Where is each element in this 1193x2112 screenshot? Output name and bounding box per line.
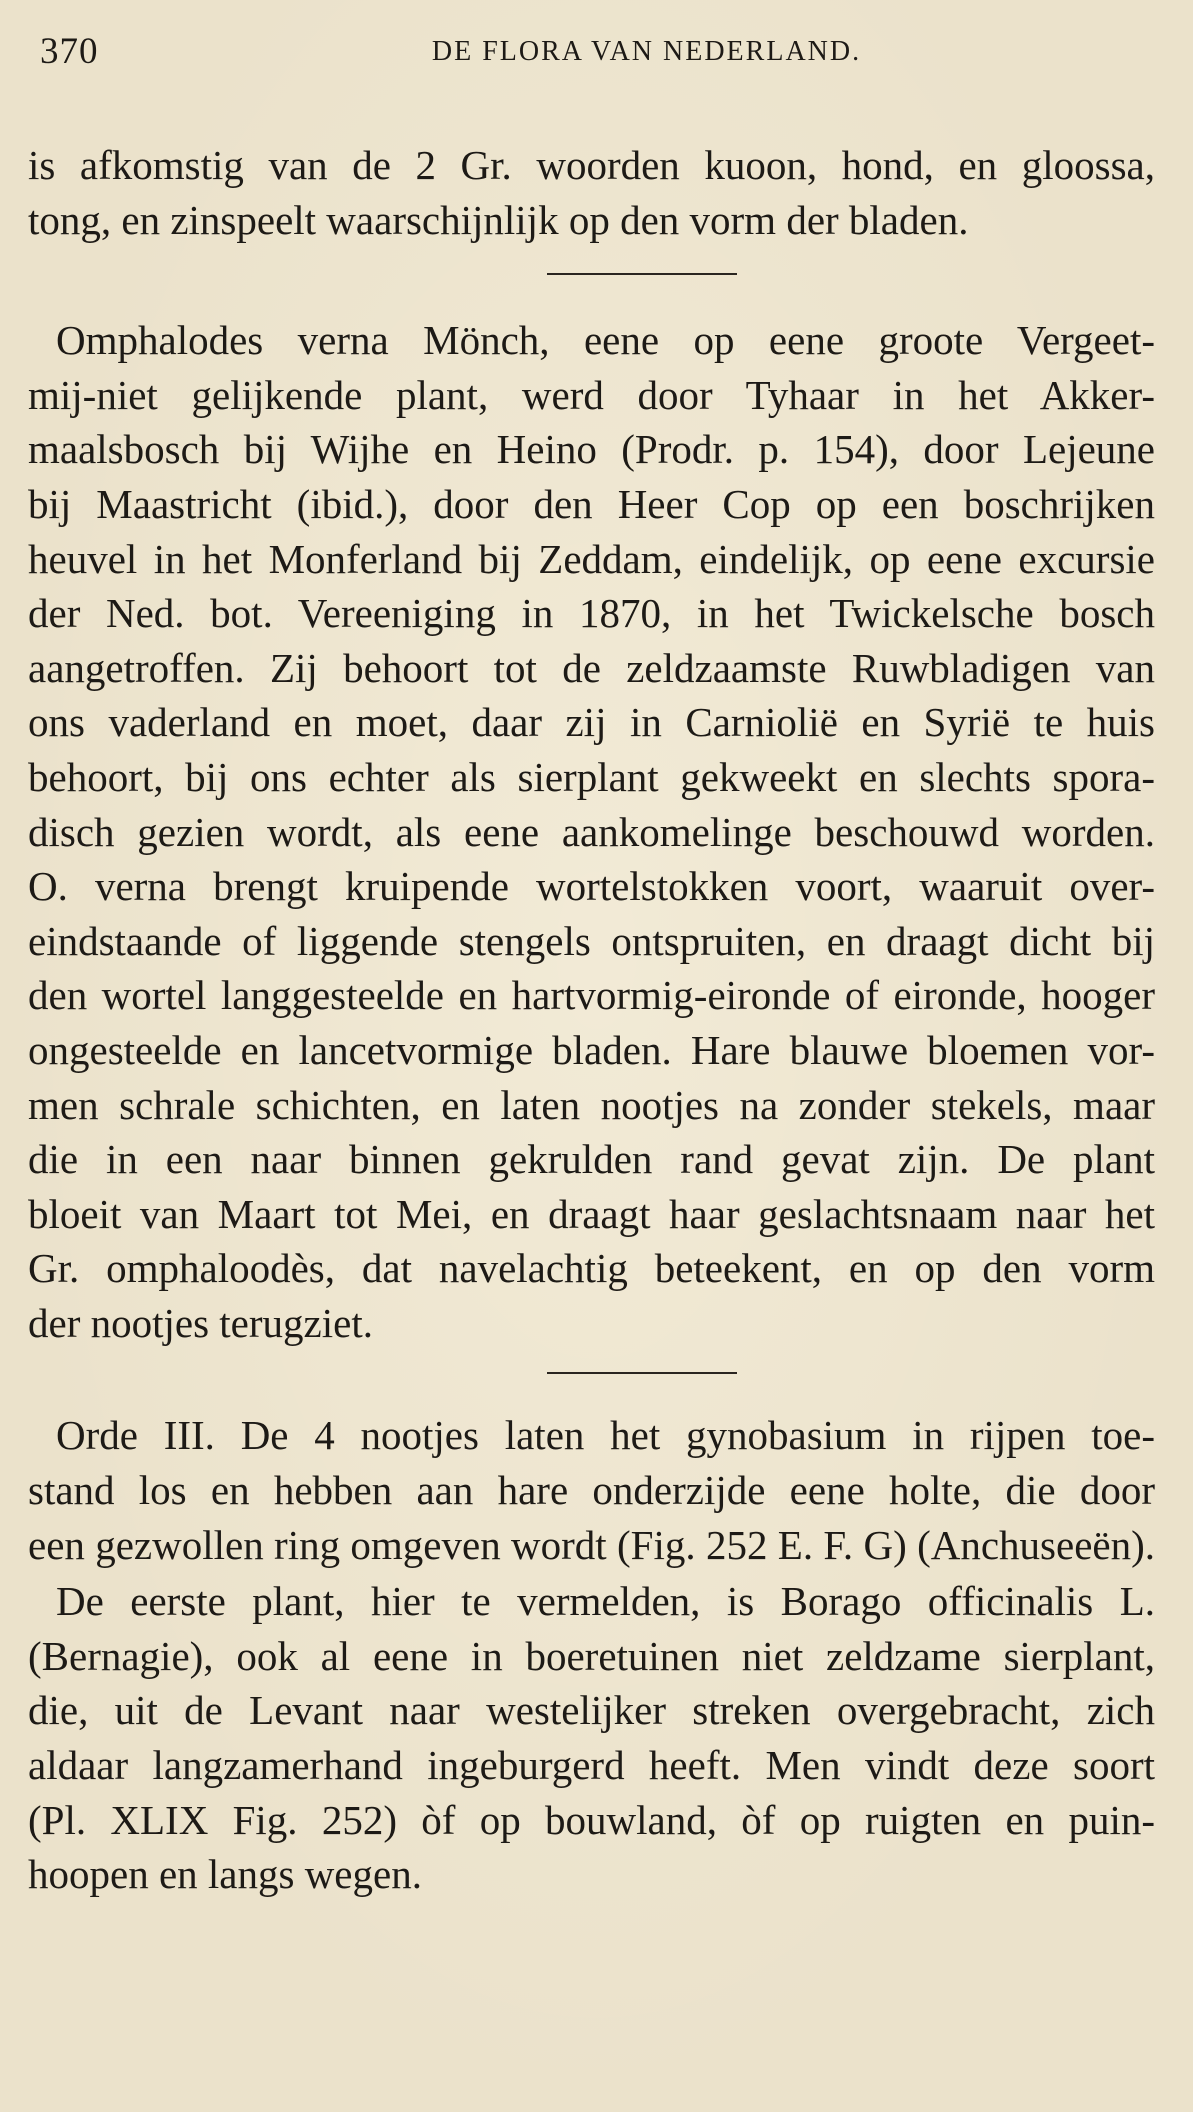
text-line: stand los en hebben aan hare onderzijde eene holte, die door — [28, 1467, 1155, 1514]
text-line: een gezwollen ring omgeven wordt (Fig. 252 E. F. G) (Anchuseeën). — [28, 1521, 1155, 1568]
text-line: De eerste plant, hier te vermelden, is Borago officinalis L. — [56, 1578, 1155, 1625]
text-line: bloeit van Maart tot Mei, en draagt haar geslachtsnaam naar het — [28, 1190, 1155, 1237]
text-line: maalsbosch bij Wijhe en Heino (Prodr. p. 154), door Lejeune — [28, 426, 1155, 473]
text-line: der nootjes terugziet. — [28, 1299, 373, 1346]
text-line: O. verna brengt kruipende wortelstokken voort, waaruit over- — [28, 863, 1155, 910]
text-line: aldaar langzamerhand ingeburgerd heeft. Men vindt deze soort — [28, 1742, 1155, 1789]
text-line: mij-niet gelijkende plant, werd door Tyhaar in het Akker- — [28, 371, 1155, 418]
text-line: der Ned. bot. Vereeniging in 1870, in het Twickelsche bosch — [28, 590, 1155, 637]
text-line: Gr. omphaloodès, dat navelachtig beteekent, en op den vorm — [28, 1245, 1155, 1292]
text-line: men schrale schichten, en laten nootjes na zonder stekels, maar — [28, 1081, 1155, 1128]
paragraph-omphalodes — [28, 313, 1155, 1350]
page-number: 370 — [40, 31, 99, 72]
text-line: heuvel in het Monferland bij Zeddam, eindelijk, op eene excursie — [28, 535, 1155, 582]
text-line: Orde III. De 4 nootjes laten het gynobasium in rijpen toe- — [56, 1412, 1155, 1459]
text-line: aangetroffen. Zij behoort tot de zeldzaamste Ruwbladigen van — [28, 644, 1155, 691]
text-line: (Bernagie), ook al eene in boeretuinen niet zeldzame sierplant, — [28, 1632, 1155, 1679]
text-line: behoort, bij ons echter als sierplant gekweekt en slechts spora- — [28, 753, 1155, 800]
text-line: disch gezien wordt, als eene aankomelinge beschouwd worden. — [28, 808, 1155, 855]
text-line: den wortel langgesteelde en hartvormig-eironde of eironde, hooger — [28, 972, 1155, 1019]
text-line: (Pl. XLIX Fig. 252) òf op bouwland, òf op ruigten en puin- — [28, 1796, 1155, 1843]
running-head — [28, 26, 1155, 76]
text-line: hoopen en langs wegen. — [28, 1851, 422, 1898]
text-line: die, uit de Levant naar westelijker streken overgebracht, zich — [28, 1687, 1155, 1734]
text-line: is afkomstig van de 2 Gr. woorden kuoon, hond, en gloossa, — [28, 142, 1155, 188]
paragraph-orde — [28, 1408, 1155, 1572]
body-text — [28, 138, 1155, 1902]
text-line: eindstaande of liggende stengels ontspruiten, en draagt dicht bij — [28, 917, 1155, 964]
section-divider — [547, 273, 737, 275]
text-line: die in een naar binnen gekrulden rand gevat zijn. De plant — [28, 1136, 1155, 1183]
text-line: ons vaderland en moet, daar zij in Carniolië en Syrië te huis — [28, 699, 1155, 746]
text-line: Omphalodes verna Mönch, eene op eene groote Vergeet- — [56, 317, 1155, 364]
paragraph-borago — [28, 1574, 1155, 1902]
text-line: ongesteelde en lancetvormige bladen. Hare blauwe bloemen vor- — [28, 1026, 1155, 1073]
text-line: tong, en zinspeelt waarschijnlijk op den vorm der bladen. — [28, 196, 969, 243]
paragraph-intro — [28, 138, 1155, 247]
text-line: bij Maastricht (ibid.), door den Heer Cop op een boschrijken — [28, 480, 1155, 527]
running-title: DE FLORA VAN NEDERLAND. — [431, 36, 862, 67]
section-divider — [547, 1372, 737, 1374]
